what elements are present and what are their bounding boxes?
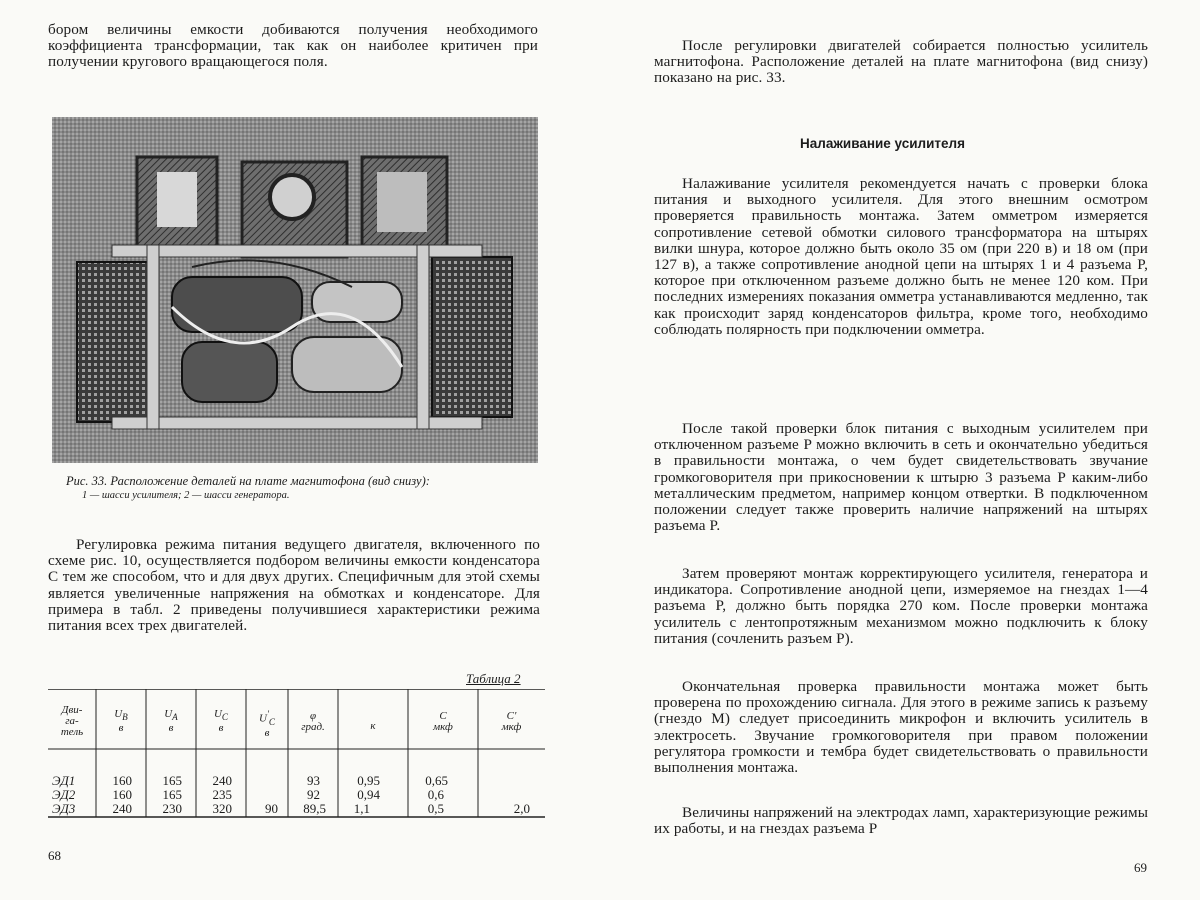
left-top-paragraph: бором величины емкости добиваются получения необходимого коэффициента трансформации, так как он наиболее критичен при получении кругового вращающегося поля. [48, 22, 538, 71]
col-engine-header: Дви- га- тель [50, 705, 94, 738]
figure-caption [66, 474, 536, 503]
right-paragraph-3: Затем проверяют монтаж корректирующего усилителя, генератора и индикатора. Сопротивление анодной цепи, измеряемое на гнездах 1—4 разъема P, должно быть порядка 270 ком. После проверки монтажа усилитель с лентопротяжным механизмом можно подключить к блоку питания (сочленить разъем P). [654, 566, 1148, 647]
right-page [600, 0, 1200, 900]
table-title: Таблица 2 [466, 671, 521, 687]
page-number-right: 69 [1134, 860, 1147, 876]
col-ub-header: UB в [98, 709, 144, 734]
right-top-paragraph: После регулировки двигателей собирается полностью усилитель магнитофона. Расположение деталей на плате магнитофона (вид снизу) показано на рис. 33. [654, 38, 1148, 87]
left-page [0, 0, 600, 900]
col-k-header: к [340, 721, 406, 732]
section-heading: Налаживание усилителя [800, 136, 965, 151]
figure-33-photo [52, 117, 538, 463]
left-body-paragraph: Регулировка режима питания ведущего двигателя, включенного по схеме рис. 10, осуществляется подбором величины емкости конденсатора C тем же способом, что и для двух других. Специфичным для этой схемы является увеличенные напряжения на обмотках и конденсаторе. Для примера в табл. 2 приведены получившиеся характеристики режима питания всех трех двигателей. [48, 537, 540, 634]
figure-caption-title: Рис. 33. Расположение деталей на плате магнитофона (вид снизу): [66, 474, 430, 488]
page-number-left: 68 [48, 848, 61, 864]
col-ua-header: UA в [148, 709, 194, 734]
col-phi-header: φ град. [290, 711, 336, 733]
table-2: Дви- га- тель UB в UA в UC в U'C в φ град. к C мкф C' мкф ЭД1 160 165 240 93 0,95 0,65 ЭД2 160 165 235 92 0,94 0,6 ЭД3 240 230 320 90 89,5 1,1 0,5 2,0 [48, 689, 545, 819]
col-ucp-header: U'C в [248, 709, 286, 739]
right-paragraph-5: Величины напряжений на электродах ламп, характеризующие режимы их работы, и на гнездах разъема P [654, 805, 1148, 837]
right-paragraph-4: Окончательная проверка правильности монтажа может быть проверена по прохождению сигнала. Для этого в режиме запись к разъему (гнездо M) следует присоединить микрофон и включить усилитель в электросеть. Звучание громкоговорителя при правом положении регулятора громкости и тембра будет свидетельствовать о правильности выполнения монтажа. [654, 679, 1148, 776]
right-paragraph-1: Налаживание усилителя рекомендуется начать с проверки блока питания и выходного усилителя. Для этого внешним осмотром проверяется правильность монтажа. Затем омметром измеряется сопротивление сетевой обмотки силового трансформатора на штырях вилки шнура, которое должно быть около 35 ом (при 220 в) и 18 ом (при 127 в), а также сопротивление анодной цепи на штырях 1 и 4 разъема P, которое при отключенном разъеме должно быть не менее 120 ком. При последних измерениях показания омметра устанавливаются медленно, так как происходит заряд конденсаторов фильтра, кроме того, необходимо соблюдать полярность при подключении омметра. [654, 176, 1148, 338]
col-cp-header: C' мкф [480, 711, 543, 733]
col-c-header: C мкф [410, 711, 476, 733]
chassis-photo-illustration [52, 117, 538, 463]
right-paragraph-2: После такой проверки блок питания с выходным усилителем при отключенном разъеме P можно включить в сеть и окончательно убедиться в правильности монтажа, о чем будет свидетельствовать звучание громкоговорителя при прикосновении к штырю 3 разъема P каким-либо металлическим предметом, например концом отвертки. В подключенном положении следует также проверить наличие напряжений на штырях разъема P. [654, 421, 1148, 534]
col-uc-header: UC в [198, 709, 244, 734]
figure-legend: 1 — шасси усилителя; 2 — шасси генератора. [66, 489, 536, 503]
